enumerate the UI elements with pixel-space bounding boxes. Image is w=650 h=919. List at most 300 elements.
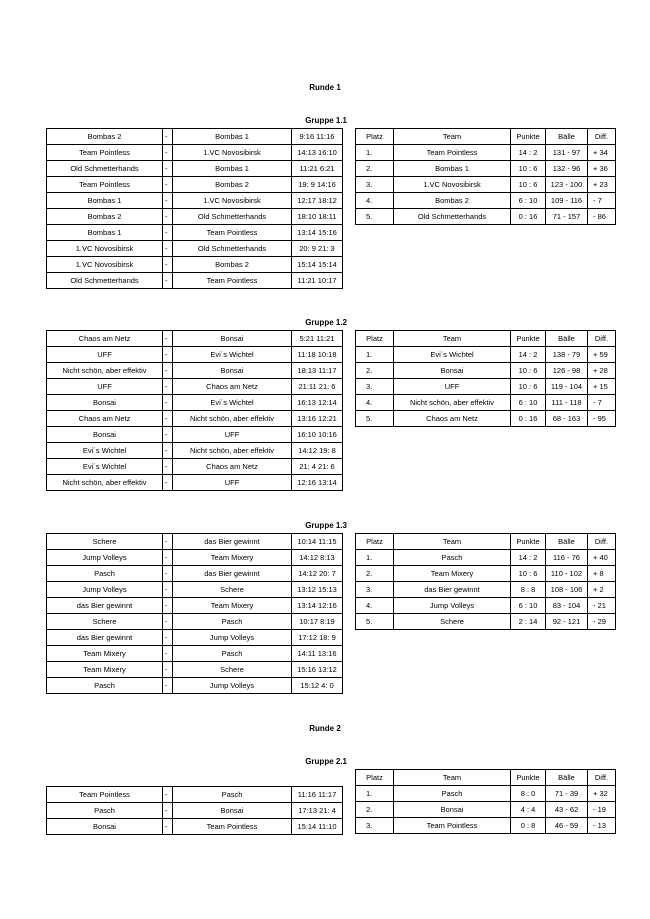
standings-header-cell: Team	[394, 129, 511, 145]
team-name: UFF	[394, 379, 511, 395]
points: 0 : 8	[511, 818, 546, 834]
points: 10 : 6	[511, 566, 546, 582]
standings-header-cell: Team	[394, 331, 511, 347]
match-score: 12:16 13:14	[292, 475, 343, 491]
home-team: Bombas 1	[47, 225, 163, 241]
rank: 1.	[356, 550, 394, 566]
home-team: Chaos am Netz	[47, 411, 163, 427]
balls: 46 - 59	[546, 818, 588, 834]
standings-header-cell: Platz	[356, 770, 394, 786]
standings-row	[356, 582, 616, 598]
match-row	[47, 819, 343, 835]
team-name: Team Mixery	[394, 566, 511, 582]
team-name: Nicht schön, aber effektiv	[394, 395, 511, 411]
separator: -	[163, 787, 173, 803]
match-row	[47, 145, 343, 161]
balls: 71 - 157	[546, 209, 588, 225]
away-team: Team Pointless	[173, 225, 292, 241]
match-score: 14:11 13:16	[292, 646, 343, 662]
separator: -	[163, 566, 173, 582]
home-team: Old Schmetterhands	[47, 161, 163, 177]
home-team: Team Pointless	[47, 177, 163, 193]
group-title: Gruppe 1.3	[305, 521, 347, 530]
away-team: Schere	[173, 662, 292, 678]
match-score: 11:18 10:18	[292, 347, 343, 363]
match-row	[47, 379, 343, 395]
home-team: Team Mixery	[47, 646, 163, 662]
standings-header-cell: Bälle	[546, 770, 588, 786]
standings-row	[356, 347, 616, 363]
match-row	[47, 459, 343, 475]
team-name: das Bier gewinnt	[394, 582, 511, 598]
match-score: 21:11 21: 6	[292, 379, 343, 395]
match-row	[47, 614, 343, 630]
away-team: Jump Volleys	[173, 678, 292, 694]
away-team: Team Mixery	[173, 550, 292, 566]
match-row	[47, 241, 343, 257]
standings-row	[356, 786, 616, 802]
rank: 3.	[356, 582, 394, 598]
match-row	[47, 534, 343, 550]
match-score: 10:17 8:19	[292, 614, 343, 630]
match-score: 10:14 11:15	[292, 534, 343, 550]
home-team: Chaos am Netz	[47, 331, 163, 347]
group-title: Gruppe 1.1	[305, 116, 347, 125]
home-team: Evi´s Wichtel	[47, 459, 163, 475]
match-row	[47, 678, 343, 694]
points: 14 : 2	[511, 550, 546, 566]
match-row	[47, 443, 343, 459]
away-team: Pasch	[173, 787, 292, 803]
rank: 5.	[356, 411, 394, 427]
balls: 92 - 121	[546, 614, 588, 630]
away-team: Evi´s Wichtel	[173, 347, 292, 363]
difference: + 34	[588, 145, 616, 161]
standings-row	[356, 145, 616, 161]
home-team: Bombas 1	[47, 193, 163, 209]
rank: 5.	[356, 209, 394, 225]
match-score: 18:13 11:17	[292, 363, 343, 379]
balls: 123 - 100	[546, 177, 588, 193]
match-score: 11:21 10:17	[292, 273, 343, 289]
balls: 119 - 104	[546, 379, 588, 395]
match-row	[47, 331, 343, 347]
separator: -	[163, 363, 173, 379]
separator: -	[163, 209, 173, 225]
home-team: Team Mixery	[47, 662, 163, 678]
separator: -	[163, 427, 173, 443]
match-score: 14:12 19: 8	[292, 443, 343, 459]
team-name: Bonsai	[394, 363, 511, 379]
points: 6 : 10	[511, 598, 546, 614]
balls: 131 - 97	[546, 145, 588, 161]
points: 6 : 10	[511, 193, 546, 209]
match-score: 13:14 12:16	[292, 598, 343, 614]
standings-header-cell: Platz	[356, 129, 394, 145]
away-team: Jump Volleys	[173, 630, 292, 646]
away-team: Bonsai	[173, 803, 292, 819]
away-team: 1.VC Novosibirsk	[173, 193, 292, 209]
match-score: 20: 9 21: 3	[292, 241, 343, 257]
away-team: UFF	[173, 475, 292, 491]
home-team: Jump Volleys	[47, 550, 163, 566]
rank: 4.	[356, 598, 394, 614]
away-team: das Bier gewinnt	[173, 534, 292, 550]
team-name: Team Pointless	[394, 818, 511, 834]
match-row	[47, 598, 343, 614]
separator: -	[163, 614, 173, 630]
match-score: 19: 9 14:16	[292, 177, 343, 193]
home-team: Team Pointless	[47, 145, 163, 161]
rank: 3.	[356, 177, 394, 193]
separator: -	[163, 193, 173, 209]
away-team: Bombas 1	[173, 161, 292, 177]
match-row	[47, 662, 343, 678]
match-score: 15:14 11:10	[292, 819, 343, 835]
match-row	[47, 193, 343, 209]
standings-header-cell: Punkte	[511, 129, 546, 145]
points: 10 : 6	[511, 363, 546, 379]
separator: -	[163, 145, 173, 161]
points: 6 : 10	[511, 395, 546, 411]
points: 8 : 8	[511, 582, 546, 598]
match-row	[47, 566, 343, 582]
home-team: Nicht schön, aber effektiv	[47, 363, 163, 379]
points: 0 : 16	[511, 411, 546, 427]
home-team: Schere	[47, 534, 163, 550]
separator: -	[163, 678, 173, 694]
standings-table	[355, 533, 616, 630]
home-team: Pasch	[47, 566, 163, 582]
match-row	[47, 161, 343, 177]
difference: + 8	[588, 566, 616, 582]
separator: -	[163, 582, 173, 598]
separator: -	[163, 630, 173, 646]
rank: 4.	[356, 395, 394, 411]
matches-table	[46, 330, 343, 491]
group-title: Gruppe 1.2	[305, 318, 347, 327]
team-name: Schere	[394, 614, 511, 630]
separator: -	[163, 331, 173, 347]
balls: 132 - 96	[546, 161, 588, 177]
separator: -	[163, 459, 173, 475]
match-score: 17:12 18: 9	[292, 630, 343, 646]
away-team: Bombas 2	[173, 257, 292, 273]
away-team: Bonsai	[173, 363, 292, 379]
standings-header	[356, 129, 616, 145]
team-name: Bombas 1	[394, 161, 511, 177]
match-row	[47, 257, 343, 273]
separator: -	[163, 395, 173, 411]
standings-header-cell: Diff.	[588, 331, 616, 347]
away-team: Evi´s Wichtel	[173, 395, 292, 411]
standings-row	[356, 566, 616, 582]
points: 2 : 14	[511, 614, 546, 630]
home-team: Evi´s Wichtel	[47, 443, 163, 459]
difference: - 86	[588, 209, 616, 225]
separator: -	[163, 379, 173, 395]
team-name: Pasch	[394, 786, 511, 802]
rank: 2.	[356, 566, 394, 582]
matches-table	[46, 786, 343, 835]
home-team: Old Schmetterhands	[47, 273, 163, 289]
separator: -	[163, 550, 173, 566]
standings-header	[356, 331, 616, 347]
rank: 3.	[356, 818, 394, 834]
match-row	[47, 787, 343, 803]
difference: - 19	[588, 802, 616, 818]
rank: 1.	[356, 145, 394, 161]
round-2-title: Runde 2	[309, 724, 341, 733]
difference: + 59	[588, 347, 616, 363]
home-team: Nicht schön, aber effektiv	[47, 475, 163, 491]
separator: -	[163, 598, 173, 614]
points: 0 : 16	[511, 209, 546, 225]
team-name: Pasch	[394, 550, 511, 566]
away-team: Team Pointless	[173, 273, 292, 289]
balls: 43 - 62	[546, 802, 588, 818]
separator: -	[163, 241, 173, 257]
match-score: 9:16 11:16	[292, 129, 343, 145]
separator: -	[163, 662, 173, 678]
separator: -	[163, 534, 173, 550]
match-score: 18:10 18:11	[292, 209, 343, 225]
standings-header-cell: Diff.	[588, 129, 616, 145]
match-score: 15:12 4: 0	[292, 678, 343, 694]
match-score: 21: 4 21: 6	[292, 459, 343, 475]
difference: + 40	[588, 550, 616, 566]
matches-table	[46, 128, 343, 289]
separator: -	[163, 803, 173, 819]
home-team: das Bier gewinnt	[47, 630, 163, 646]
balls: 138 - 79	[546, 347, 588, 363]
away-team: UFF	[173, 427, 292, 443]
home-team: UFF	[47, 347, 163, 363]
standings-row	[356, 550, 616, 566]
standings-header-cell: Platz	[356, 331, 394, 347]
home-team: Bonsai	[47, 395, 163, 411]
difference: + 23	[588, 177, 616, 193]
standings-row	[356, 614, 616, 630]
points: 10 : 6	[511, 177, 546, 193]
rank: 1.	[356, 786, 394, 802]
balls: 71 - 39	[546, 786, 588, 802]
balls: 108 - 106	[546, 582, 588, 598]
team-name: Bonsai	[394, 802, 511, 818]
team-name: Evi´s Wichtel	[394, 347, 511, 363]
standings-row	[356, 379, 616, 395]
group-title: Gruppe 2.1	[305, 757, 347, 766]
rank: 2.	[356, 363, 394, 379]
standings-header-cell: Team	[394, 770, 511, 786]
standings-row	[356, 598, 616, 614]
match-row	[47, 273, 343, 289]
away-team: Team Mixery	[173, 598, 292, 614]
points: 14 : 2	[511, 347, 546, 363]
match-score: 12:17 18:12	[292, 193, 343, 209]
team-name: Team Pointless	[394, 145, 511, 161]
match-score: 11:21 6:21	[292, 161, 343, 177]
points: 10 : 6	[511, 161, 546, 177]
standings-header-cell: Diff.	[588, 534, 616, 550]
away-team: Nicht schön, aber effektiv	[173, 411, 292, 427]
rank: 1.	[356, 347, 394, 363]
team-name: 1.VC Novosibirsk	[394, 177, 511, 193]
standings-table	[355, 330, 616, 427]
match-row	[47, 582, 343, 598]
standings-row	[356, 177, 616, 193]
team-name: Old Schmetterhands	[394, 209, 511, 225]
standings-row	[356, 161, 616, 177]
home-team: 1.VC Novosibirsk	[47, 257, 163, 273]
standings-table	[355, 769, 616, 834]
matches-table	[46, 533, 343, 694]
balls: 111 - 118	[546, 395, 588, 411]
separator: -	[163, 177, 173, 193]
round-1-title: Runde 1	[309, 83, 341, 92]
points: 14 : 2	[511, 145, 546, 161]
away-team: Schere	[173, 582, 292, 598]
home-team: Pasch	[47, 678, 163, 694]
separator: -	[163, 475, 173, 491]
home-team: Jump Volleys	[47, 582, 163, 598]
difference: - 21	[588, 598, 616, 614]
standings-header-cell: Diff.	[588, 770, 616, 786]
standings-row	[356, 411, 616, 427]
standings-header	[356, 534, 616, 550]
match-row	[47, 630, 343, 646]
separator: -	[163, 443, 173, 459]
away-team: Old Schmetterhands	[173, 209, 292, 225]
away-team: Chaos am Netz	[173, 459, 292, 475]
difference: + 32	[588, 786, 616, 802]
match-row	[47, 225, 343, 241]
difference: + 15	[588, 379, 616, 395]
away-team: Pasch	[173, 614, 292, 630]
away-team: Old Schmetterhands	[173, 241, 292, 257]
match-row	[47, 209, 343, 225]
match-row	[47, 411, 343, 427]
rank: 2.	[356, 802, 394, 818]
balls: 109 - 116	[546, 193, 588, 209]
points: 10 : 6	[511, 379, 546, 395]
match-score: 11:16 11:17	[292, 787, 343, 803]
away-team: Bombas 2	[173, 177, 292, 193]
match-score: 16:13 12:14	[292, 395, 343, 411]
separator: -	[163, 129, 173, 145]
points: 4 : 4	[511, 802, 546, 818]
home-team: UFF	[47, 379, 163, 395]
match-score: 5:21 11:21	[292, 331, 343, 347]
match-row	[47, 395, 343, 411]
balls: 110 - 102	[546, 566, 588, 582]
match-row	[47, 550, 343, 566]
standings-row	[356, 193, 616, 209]
standings-table	[355, 128, 616, 225]
balls: 126 - 98	[546, 363, 588, 379]
away-team: Nicht schön, aber effektiv	[173, 443, 292, 459]
standings-header-cell: Punkte	[511, 331, 546, 347]
match-row	[47, 363, 343, 379]
separator: -	[163, 411, 173, 427]
separator: -	[163, 646, 173, 662]
rank: 2.	[356, 161, 394, 177]
away-team: Pasch	[173, 646, 292, 662]
separator: -	[163, 347, 173, 363]
home-team: Bonsai	[47, 427, 163, 443]
match-row	[47, 803, 343, 819]
difference: - 7	[588, 395, 616, 411]
balls: 116 - 76	[546, 550, 588, 566]
standings-row	[356, 363, 616, 379]
standings-header-cell: Punkte	[511, 534, 546, 550]
match-row	[47, 427, 343, 443]
match-score: 15:14 15:14	[292, 257, 343, 273]
separator: -	[163, 161, 173, 177]
away-team: das Bier gewinnt	[173, 566, 292, 582]
standings-row	[356, 818, 616, 834]
difference: - 95	[588, 411, 616, 427]
match-score: 14:13 16:10	[292, 145, 343, 161]
separator: -	[163, 257, 173, 273]
standings-row	[356, 802, 616, 818]
standings-header-cell: Team	[394, 534, 511, 550]
standings-row	[356, 395, 616, 411]
match-score: 13:14 15:16	[292, 225, 343, 241]
standings-header	[356, 770, 616, 786]
standings-header-cell: Bälle	[546, 534, 588, 550]
points: 8 : 0	[511, 786, 546, 802]
away-team: 1.VC Novosibirsk	[173, 145, 292, 161]
rank: 4.	[356, 193, 394, 209]
standings-header-cell: Platz	[356, 534, 394, 550]
separator: -	[163, 225, 173, 241]
away-team: Chaos am Netz	[173, 379, 292, 395]
rank: 3.	[356, 379, 394, 395]
balls: 68 - 163	[546, 411, 588, 427]
difference: + 36	[588, 161, 616, 177]
difference: - 13	[588, 818, 616, 834]
difference: + 2	[588, 582, 616, 598]
difference: - 29	[588, 614, 616, 630]
separator: -	[163, 819, 173, 835]
separator: -	[163, 273, 173, 289]
home-team: Bombas 2	[47, 129, 163, 145]
match-score: 16:10 10:16	[292, 427, 343, 443]
match-score: 14:12 8:13	[292, 550, 343, 566]
match-score: 17:13 21: 4	[292, 803, 343, 819]
team-name: Bombas 2	[394, 193, 511, 209]
standings-header-cell: Bälle	[546, 331, 588, 347]
match-row	[47, 646, 343, 662]
match-row	[47, 177, 343, 193]
home-team: Bombas 2	[47, 209, 163, 225]
home-team: 1.VC Novosibirsk	[47, 241, 163, 257]
match-row	[47, 129, 343, 145]
difference: - 7	[588, 193, 616, 209]
away-team: Bombas 1	[173, 129, 292, 145]
match-score: 13:12 15:13	[292, 582, 343, 598]
standings-header-cell: Punkte	[511, 770, 546, 786]
home-team: Schere	[47, 614, 163, 630]
standings-row	[356, 209, 616, 225]
match-score: 13:16 12:21	[292, 411, 343, 427]
home-team: Pasch	[47, 803, 163, 819]
team-name: Jump Volleys	[394, 598, 511, 614]
home-team: das Bier gewinnt	[47, 598, 163, 614]
team-name: Chaos am Netz	[394, 411, 511, 427]
home-team: Team Pointless	[47, 787, 163, 803]
